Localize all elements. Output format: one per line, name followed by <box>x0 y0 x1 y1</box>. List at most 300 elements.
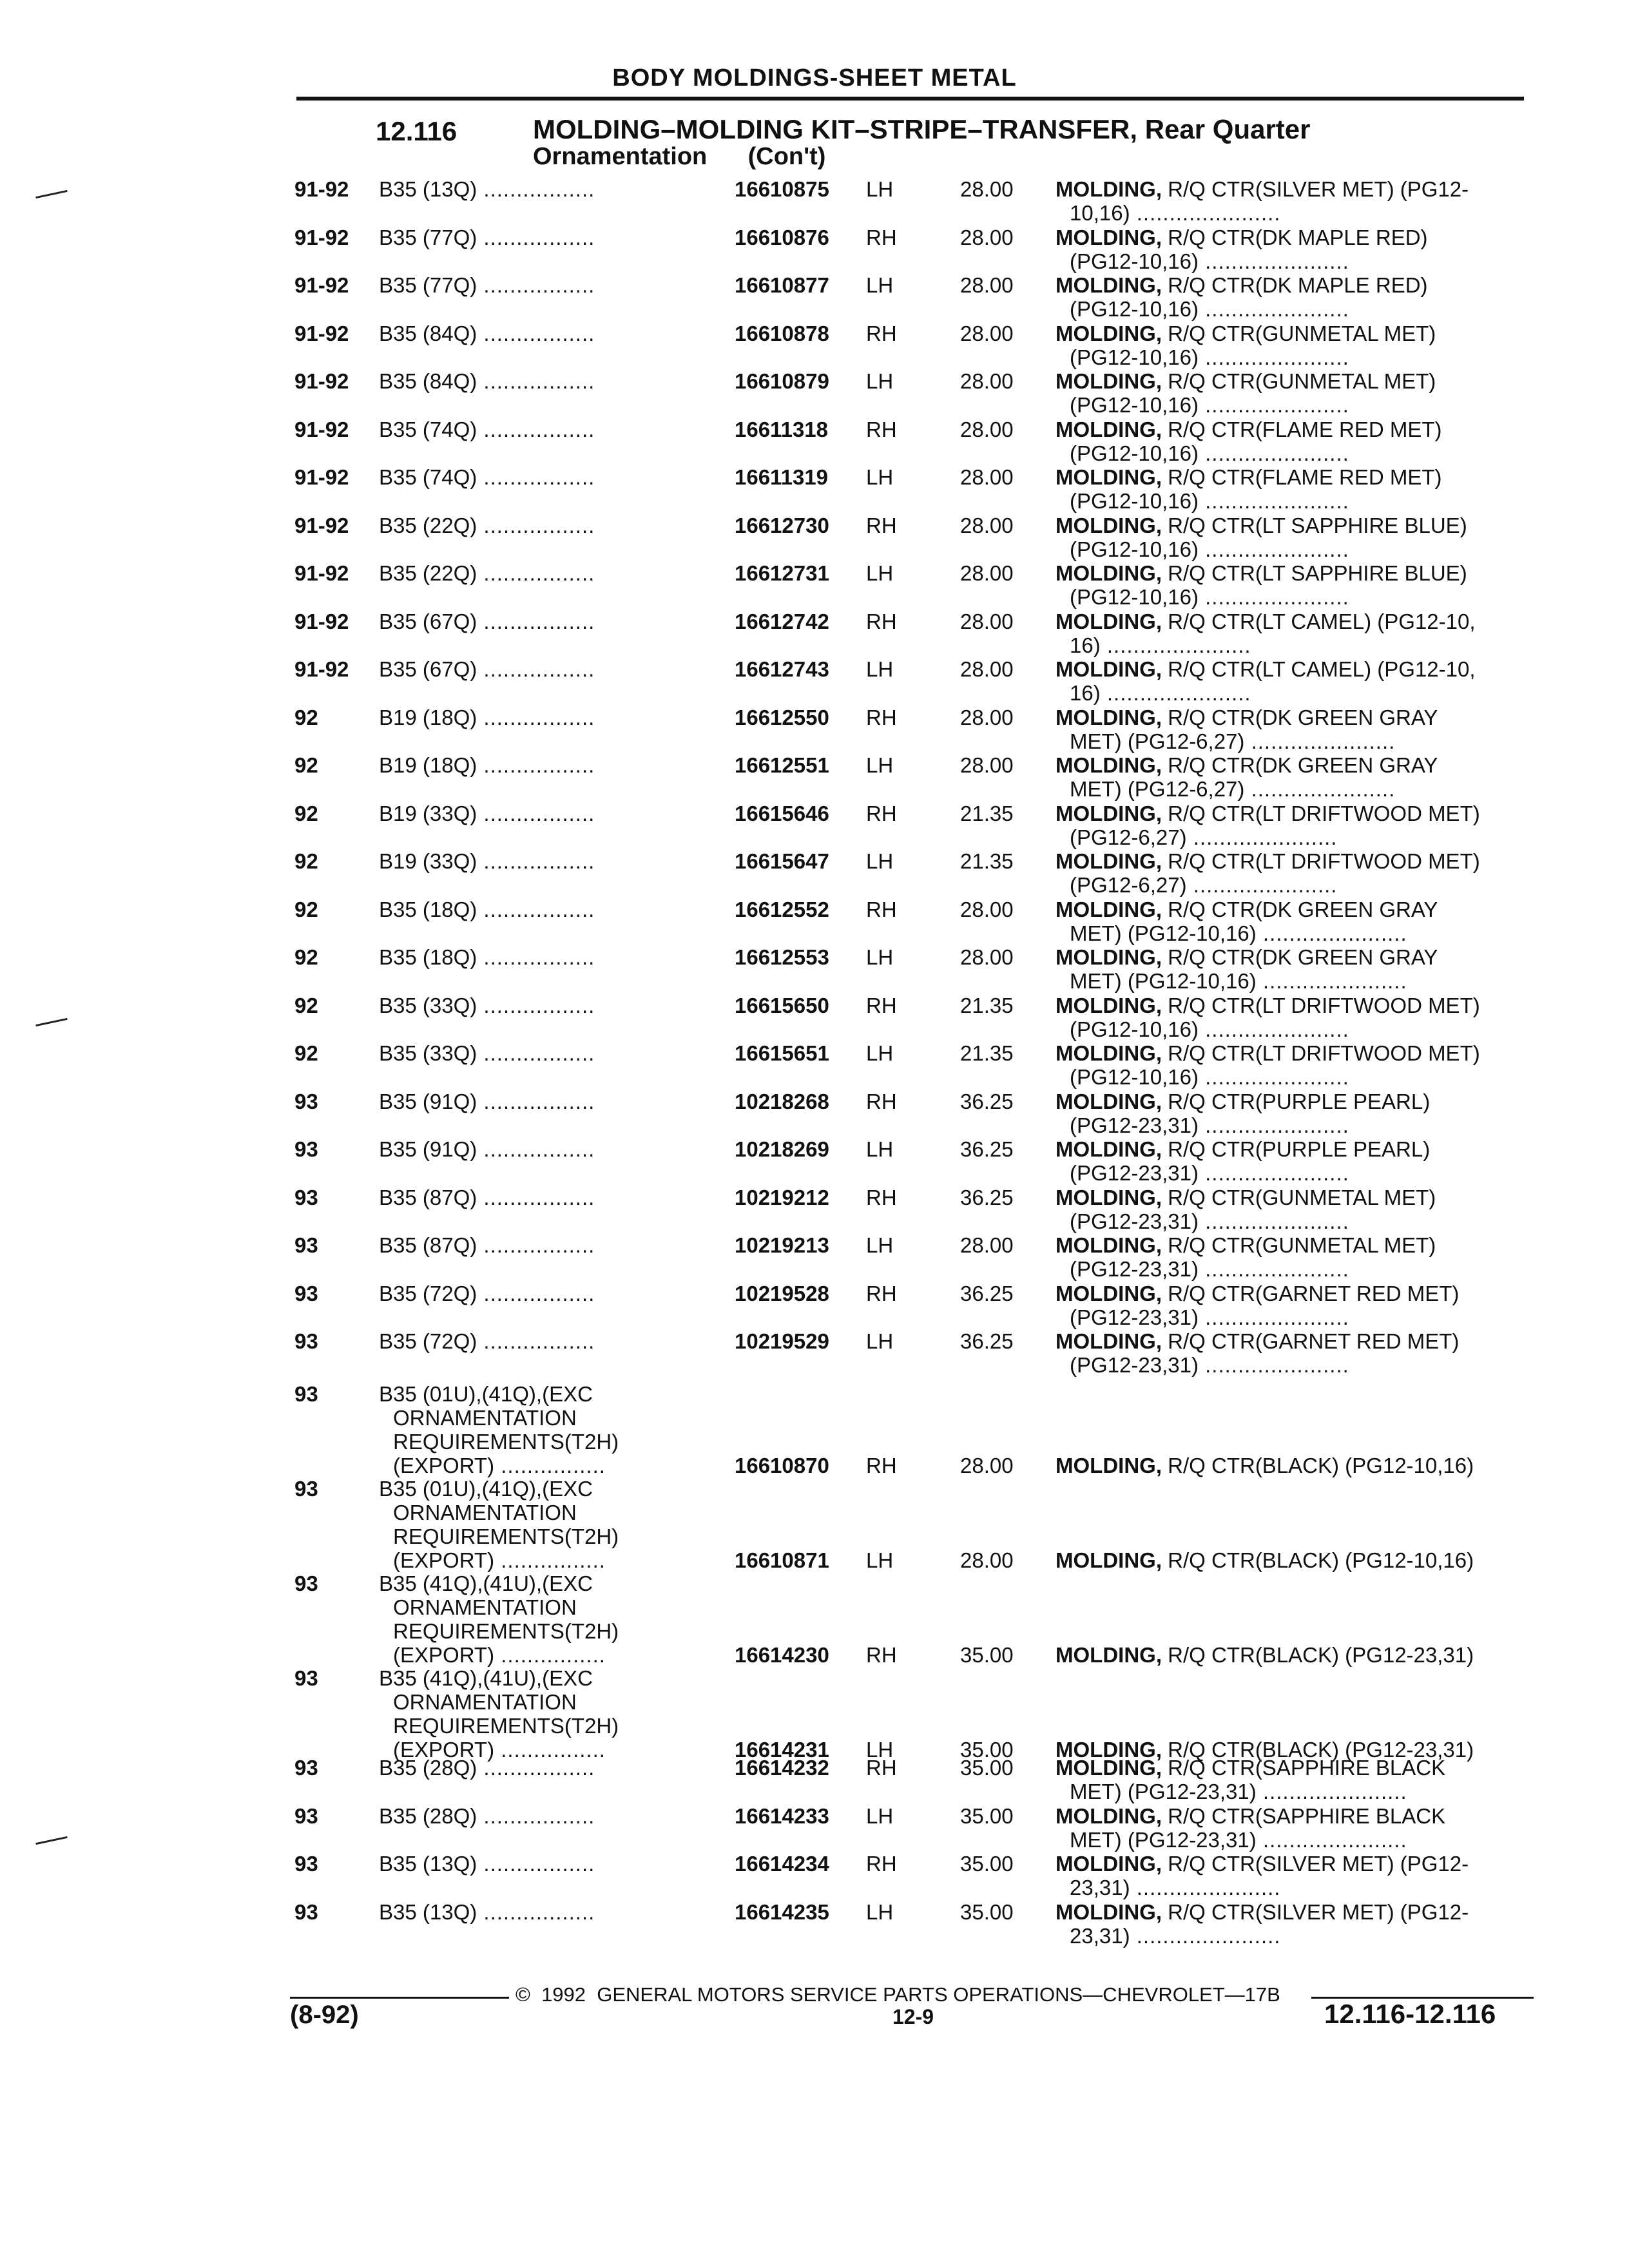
side-code: RH <box>866 993 897 1017</box>
model-code-text: B19 (33Q) <box>379 801 477 825</box>
part-number: 16615646 <box>735 801 829 825</box>
part-number: 16610879 <box>735 369 829 393</box>
description-line <box>1055 1090 1526 1113</box>
part-number: 16614233 <box>735 1803 829 1828</box>
description-keyword: MOLDING, <box>1055 321 1162 345</box>
description-line <box>1055 729 1526 753</box>
section-number: 12.116 <box>376 116 458 146</box>
description-keyword: MOLDING, <box>1055 801 1162 825</box>
model-code-line <box>379 1548 727 1572</box>
part-number: 16614230 <box>735 1643 829 1667</box>
description-line <box>1055 1548 1526 1572</box>
part-number: 16615650 <box>735 993 829 1017</box>
model-code <box>379 1382 727 1477</box>
leader-dots: ...................... <box>1100 681 1251 705</box>
description-text: R/Q CTR(LT DRIFTWOOD MET) <box>1168 1041 1480 1065</box>
header-rule <box>296 97 1524 101</box>
part-number: 16611318 <box>735 417 829 441</box>
description-keyword: MOLDING, <box>1055 273 1162 297</box>
description-line <box>1055 393 1526 417</box>
model-code <box>379 945 727 969</box>
leader-dots: ...................... <box>1198 1305 1349 1329</box>
side-code: LH <box>866 657 894 681</box>
part-number: 16614234 <box>735 1852 829 1876</box>
side-code: RH <box>866 705 897 729</box>
model-code-text: (EXPORT) <box>393 1643 495 1667</box>
description-text: R/Q CTR(BLACK) (PG12-23,31) <box>1168 1738 1474 1762</box>
price: 28.00 <box>960 753 1014 777</box>
description-keyword: MOLDING, <box>1055 945 1162 969</box>
footer-date-code: (8-92) <box>290 2001 359 2029</box>
description-line <box>1055 1113 1526 1137</box>
description-line <box>1055 1876 1526 1899</box>
description-text: R/Q CTR(BLACK) (PG12-10,16) <box>1168 1548 1474 1572</box>
description-text: R/Q CTR(GUNMETAL MET) <box>1168 321 1436 345</box>
model-code-text: B35 (22Q) <box>379 561 477 585</box>
description-line <box>1055 297 1526 321</box>
model-year: 92 <box>294 1041 318 1065</box>
model-code-text: B35 (18Q) <box>379 945 477 969</box>
side-code: LH <box>866 849 894 873</box>
description-text: R/Q CTR(SILVER MET) (PG12- <box>1168 177 1469 201</box>
margin-mark <box>35 190 68 198</box>
leader-dots: ................. <box>477 369 595 393</box>
description-line <box>1055 657 1526 681</box>
price: 28.00 <box>960 369 1014 393</box>
model-code-line: ORNAMENTATION <box>393 1501 577 1524</box>
description-line <box>1055 802 1526 825</box>
side-code: RH <box>866 513 897 537</box>
description-text: R/Q CTR(GUNMETAL MET) <box>1168 369 1436 393</box>
description-line <box>1055 1643 1526 1667</box>
description-text: R/Q CTR(LT CAMEL) (PG12-10, <box>1168 657 1476 681</box>
description-line <box>1055 1137 1526 1161</box>
description-keyword: MOLDING, <box>1055 1041 1162 1065</box>
model-year: 92 <box>294 945 318 969</box>
description-line <box>1055 1756 1526 1780</box>
leader-dots: ................. <box>477 1185 595 1209</box>
model-code <box>379 1041 727 1065</box>
model-code <box>379 465 727 489</box>
part-number: 16615651 <box>735 1041 829 1065</box>
description-keyword: MOLDING, <box>1055 561 1162 585</box>
side-code: LH <box>866 177 894 201</box>
part-number: 16612551 <box>735 753 829 777</box>
description-text: R/Q CTR(FLAME RED MET) <box>1168 417 1442 441</box>
leader-dots: ................. <box>477 513 595 537</box>
part-description <box>1055 753 1526 801</box>
description-line <box>1055 1186 1526 1209</box>
model-year: 92 <box>294 993 318 1017</box>
side-code: RH <box>866 801 897 825</box>
description-line <box>1055 1041 1526 1065</box>
description-line <box>1055 706 1526 729</box>
description-text: R/Q CTR(LT DRIFTWOOD MET) <box>1168 993 1480 1017</box>
leader-dots: ................. <box>477 897 595 921</box>
part-description <box>1055 1548 1526 1572</box>
description-line <box>1055 1257 1526 1281</box>
description-line <box>1055 369 1526 393</box>
model-code <box>379 994 727 1017</box>
model-code <box>379 322 727 345</box>
part-number: 16610870 <box>735 1454 829 1477</box>
description-text: (PG12-10,16) <box>1070 297 1199 321</box>
description-text: R/Q CTR(SILVER MET) (PG12- <box>1168 1852 1469 1876</box>
leader-dots: ...................... <box>1198 1209 1349 1233</box>
description-line <box>1055 201 1526 225</box>
leader-dots: ...................... <box>1198 1065 1349 1089</box>
part-number: 16614235 <box>735 1899 829 1924</box>
model-code-text: B35 (77Q) <box>379 225 477 249</box>
description-keyword: MOLDING, <box>1055 609 1162 633</box>
leader-dots: ...................... <box>1130 201 1281 225</box>
description-line <box>1055 1780 1526 1803</box>
description-line <box>1055 537 1526 561</box>
margin-mark <box>35 1836 68 1845</box>
description-line <box>1055 561 1526 585</box>
part-description <box>1055 177 1526 225</box>
part-description <box>1055 1756 1526 1803</box>
price: 36.25 <box>960 1281 1014 1305</box>
leader-dots: ...................... <box>1198 249 1349 273</box>
price: 28.00 <box>960 561 1014 585</box>
model-year: 92 <box>294 849 318 873</box>
price: 28.00 <box>960 225 1014 249</box>
description-text: (PG12-23,31) <box>1070 1209 1199 1233</box>
model-year: 91-92 <box>294 609 349 633</box>
description-text: MET) (PG12-23,31) <box>1070 1827 1257 1852</box>
part-description <box>1055 1643 1526 1667</box>
model-year: 91-92 <box>294 417 349 441</box>
description-text: R/Q CTR(GUNMETAL MET) <box>1168 1233 1436 1257</box>
description-line <box>1055 514 1526 537</box>
leader-dots: ...................... <box>1244 777 1396 801</box>
side-code: LH <box>866 1899 894 1924</box>
description-text: MET) (PG12-10,16) <box>1070 969 1257 993</box>
part-number: 16614232 <box>735 1756 829 1780</box>
description-text: (PG12-23,31) <box>1070 1305 1199 1329</box>
description-text: (PG12-23,31) <box>1070 1257 1199 1281</box>
model-code <box>379 657 727 681</box>
model-year: 93 <box>294 1852 318 1876</box>
model-code-text: B35 (74Q) <box>379 417 477 441</box>
model-code-text: B35 (67Q) <box>379 657 477 681</box>
description-text: R/Q CTR(LT CAMEL) (PG12-10, <box>1168 609 1476 633</box>
description-line <box>1055 1305 1526 1329</box>
price: 21.35 <box>960 993 1014 1017</box>
description-text: (PG12-10,16) <box>1070 249 1199 273</box>
leader-dots: ................. <box>477 177 595 201</box>
part-description <box>1055 1137 1526 1185</box>
model-code-line: ORNAMENTATION <box>393 1595 577 1619</box>
part-description <box>1055 465 1526 513</box>
description-text: (PG12-10,16) <box>1070 537 1199 561</box>
price: 28.00 <box>960 1233 1014 1257</box>
description-line <box>1055 249 1526 273</box>
model-code-text: B19 (18Q) <box>379 705 477 729</box>
model-year: 93 <box>294 1899 318 1924</box>
price: 36.25 <box>960 1137 1014 1161</box>
description-line <box>1055 633 1526 657</box>
description-keyword: MOLDING, <box>1055 1185 1162 1209</box>
description-line <box>1055 1852 1526 1876</box>
side-code: LH <box>866 1803 894 1828</box>
description-text: (PG12-10,16) <box>1070 345 1199 369</box>
leader-dots: ...................... <box>1198 1113 1349 1137</box>
model-code-text: B35 (28Q) <box>379 1803 477 1828</box>
description-keyword: MOLDING, <box>1055 705 1162 729</box>
side-code: LH <box>866 945 894 969</box>
description-text: (PG12-10,16) <box>1070 393 1199 417</box>
description-keyword: MOLDING, <box>1055 417 1162 441</box>
model-code <box>379 1090 727 1113</box>
model-year: 92 <box>294 753 318 777</box>
side-code: LH <box>866 1137 894 1161</box>
price: 28.00 <box>960 177 1014 201</box>
side-code: LH <box>866 273 894 297</box>
part-number: 16612742 <box>735 609 829 633</box>
leader-dots: ................. <box>477 1089 595 1113</box>
part-description <box>1055 898 1526 945</box>
description-line <box>1055 969 1526 993</box>
side-code: RH <box>866 1454 897 1477</box>
part-description <box>1055 561 1526 609</box>
model-code <box>379 1666 727 1762</box>
description-text: R/Q CTR(DK GREEN GRAY <box>1168 705 1438 729</box>
part-number: 16610878 <box>735 321 829 345</box>
model-code-text: B35 (77Q) <box>379 273 477 297</box>
model-year: 93 <box>294 1803 318 1828</box>
model-code-text: B35 (33Q) <box>379 1041 477 1065</box>
model-year: 91-92 <box>294 321 349 345</box>
model-year: 93 <box>294 1477 318 1501</box>
leader-dots: ................. <box>477 225 595 249</box>
side-code: LH <box>866 1548 894 1572</box>
model-year: 93 <box>294 1382 318 1406</box>
side-code: LH <box>866 1738 894 1762</box>
model-code-text: (EXPORT) <box>393 1454 495 1477</box>
description-keyword: MOLDING, <box>1055 1089 1162 1113</box>
description-text: (PG12-10,16) <box>1070 585 1199 609</box>
description-keyword: MOLDING, <box>1055 369 1162 393</box>
model-code-text: B35 (87Q) <box>379 1185 477 1209</box>
leader-dots: ................. <box>477 753 595 777</box>
model-code-text: B35 (33Q) <box>379 993 477 1017</box>
model-code <box>379 849 727 873</box>
leader-dots: ...................... <box>1198 585 1349 609</box>
description-line <box>1055 1924 1526 1948</box>
description-line <box>1055 1161 1526 1185</box>
price: 28.00 <box>960 657 1014 681</box>
model-year: 91-92 <box>294 465 349 489</box>
description-text: (PG12-10,16) <box>1070 1017 1199 1041</box>
description-text: 16) <box>1070 633 1101 657</box>
model-code-text: B35 (84Q) <box>379 369 477 393</box>
description-line <box>1055 177 1526 201</box>
description-line <box>1055 489 1526 513</box>
model-code-line: ORNAMENTATION <box>393 1406 577 1430</box>
price: 21.35 <box>960 801 1014 825</box>
model-code-line: REQUIREMENTS(T2H) <box>393 1714 619 1738</box>
part-description <box>1055 226 1526 273</box>
model-code-text: B35 (13Q) <box>379 177 477 201</box>
description-text: (PG12-10,16) <box>1070 489 1199 513</box>
leader-dots: ................. <box>477 609 595 633</box>
description-text: R/Q CTR(GARNET RED MET) <box>1168 1281 1460 1305</box>
description-text: 10,16) <box>1070 201 1130 225</box>
leader-dots: ................. <box>477 1281 595 1305</box>
description-text: (PG12-6,27) <box>1070 873 1187 897</box>
price: 36.25 <box>960 1089 1014 1113</box>
leader-dots: ................. <box>477 1137 595 1161</box>
part-number: 16612731 <box>735 561 829 585</box>
part-number: 10218268 <box>735 1089 829 1113</box>
leader-dots: ................. <box>477 1803 595 1828</box>
section-title <box>533 116 1311 170</box>
description-line <box>1055 226 1526 249</box>
description-text: R/Q CTR(DK MAPLE RED) <box>1168 273 1428 297</box>
part-number: 10219212 <box>735 1185 829 1209</box>
part-number: 16612730 <box>735 513 829 537</box>
side-code: LH <box>866 1041 894 1065</box>
description-text: R/Q CTR(SAPPHIRE BLACK <box>1168 1803 1446 1828</box>
model-code-line: ORNAMENTATION <box>393 1690 577 1714</box>
description-keyword: MOLDING, <box>1055 753 1162 777</box>
part-number: 16610875 <box>735 177 829 201</box>
description-line <box>1055 273 1526 297</box>
model-year: 93 <box>294 1756 318 1780</box>
model-code <box>379 1900 727 1924</box>
description-text: MET) (PG12-23,31) <box>1070 1780 1257 1803</box>
part-number: 16612743 <box>735 657 829 681</box>
description-text: 23,31) <box>1070 1923 1130 1948</box>
price: 21.35 <box>960 1041 1014 1065</box>
leader-dots: ...................... <box>1198 393 1349 417</box>
description-line <box>1055 1282 1526 1305</box>
description-line <box>1055 753 1526 777</box>
description-text: 23,31) <box>1070 1876 1130 1899</box>
leader-dots: ...................... <box>1198 1161 1349 1185</box>
price: 28.00 <box>960 1454 1014 1477</box>
model-year: 93 <box>294 1666 318 1690</box>
model-code <box>379 514 727 537</box>
description-line <box>1055 1828 1526 1852</box>
leader-dots: ...................... <box>1244 729 1396 753</box>
price: 28.00 <box>960 513 1014 537</box>
description-keyword: MOLDING, <box>1055 1756 1162 1780</box>
description-keyword: MOLDING, <box>1055 1281 1162 1305</box>
description-keyword: MOLDING, <box>1055 225 1162 249</box>
description-line <box>1055 610 1526 633</box>
leader-dots: ................. <box>477 993 595 1017</box>
description-text: R/Q CTR(GARNET RED MET) <box>1168 1329 1460 1353</box>
model-code <box>379 561 727 585</box>
description-line <box>1055 994 1526 1017</box>
model-year: 93 <box>294 1137 318 1161</box>
part-number: 16614231 <box>735 1738 829 1762</box>
model-code-text: (EXPORT) <box>393 1738 495 1762</box>
description-keyword: MOLDING, <box>1055 1548 1162 1572</box>
description-line <box>1055 1065 1526 1089</box>
model-code-line <box>379 1643 727 1667</box>
section-title-line1: MOLDING–MOLDING KIT–STRIPE–TRANSFER, Rear Quarter <box>533 114 1311 144</box>
part-number: 10219213 <box>735 1233 829 1257</box>
description-text: MET) (PG12-6,27) <box>1070 777 1245 801</box>
price: 35.00 <box>960 1899 1014 1924</box>
description-line <box>1055 873 1526 897</box>
model-code <box>379 1571 727 1667</box>
description-text: MET) (PG12-6,27) <box>1070 729 1245 753</box>
model-year: 92 <box>294 801 318 825</box>
description-text: R/Q CTR(LT SAPPHIRE BLUE) <box>1168 561 1467 585</box>
description-line <box>1055 1804 1526 1828</box>
description-text: R/Q CTR(BLACK) (PG12-23,31) <box>1168 1643 1474 1667</box>
leader-dots: ................ <box>494 1738 606 1762</box>
model-year: 93 <box>294 1571 318 1595</box>
description-text: 16) <box>1070 681 1101 705</box>
price: 28.00 <box>960 1548 1014 1572</box>
leader-dots: ...................... <box>1186 825 1338 849</box>
leader-dots: ...................... <box>1198 489 1349 513</box>
price: 28.00 <box>960 321 1014 345</box>
price: 28.00 <box>960 705 1014 729</box>
description-line <box>1055 825 1526 849</box>
model-code-text: B35 (22Q) <box>379 513 477 537</box>
model-year: 91-92 <box>294 369 349 393</box>
price: 35.00 <box>960 1852 1014 1876</box>
description-keyword: MOLDING, <box>1055 177 1162 201</box>
part-description <box>1055 418 1526 465</box>
model-year: 93 <box>294 1329 318 1353</box>
part-description <box>1055 514 1526 561</box>
description-line <box>1055 465 1526 489</box>
price: 35.00 <box>960 1803 1014 1828</box>
part-description <box>1055 994 1526 1041</box>
model-year: 91-92 <box>294 561 349 585</box>
description-keyword: MOLDING, <box>1055 1803 1162 1828</box>
description-text: R/Q CTR(PURPLE PEARL) <box>1168 1089 1431 1113</box>
side-code: RH <box>866 1185 897 1209</box>
description-keyword: MOLDING, <box>1055 1899 1162 1924</box>
part-description <box>1055 273 1526 321</box>
model-code <box>379 1756 727 1780</box>
price: 35.00 <box>960 1756 1014 1780</box>
model-code <box>379 1186 727 1209</box>
section-title-line2: Ornamentation (Con't) <box>533 143 826 170</box>
part-number: 16610876 <box>735 225 829 249</box>
description-text: R/Q CTR(DK GREEN GRAY <box>1168 753 1438 777</box>
part-description <box>1055 322 1526 369</box>
description-line <box>1055 585 1526 609</box>
price: 28.00 <box>960 417 1014 441</box>
description-keyword: MOLDING, <box>1055 1454 1162 1477</box>
leader-dots: ...................... <box>1256 1827 1407 1852</box>
leader-dots: ................. <box>477 705 595 729</box>
side-code: RH <box>866 897 897 921</box>
description-text: R/Q CTR(LT DRIFTWOOD MET) <box>1168 801 1480 825</box>
description-line <box>1055 681 1526 705</box>
part-description <box>1055 1186 1526 1233</box>
model-code <box>379 418 727 441</box>
part-description <box>1055 1282 1526 1329</box>
side-code: LH <box>866 465 894 489</box>
description-line <box>1055 898 1526 921</box>
model-code-text: B35 (87Q) <box>379 1233 477 1257</box>
part-description <box>1055 945 1526 993</box>
description-keyword: MOLDING, <box>1055 513 1162 537</box>
price: 35.00 <box>960 1738 1014 1762</box>
model-code <box>379 177 727 201</box>
